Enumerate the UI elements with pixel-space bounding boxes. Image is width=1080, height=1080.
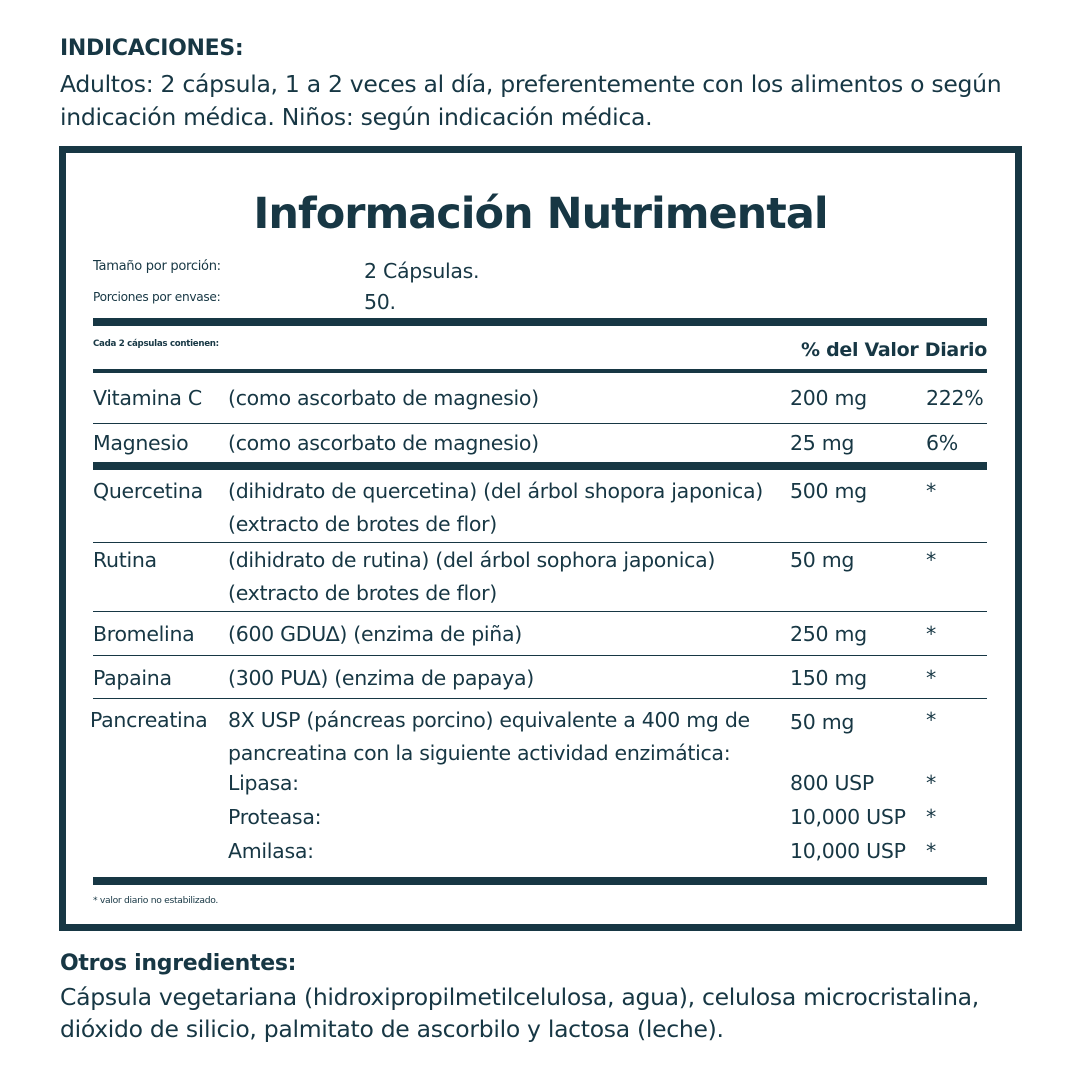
nutrient-daily-value: * [926, 666, 936, 690]
nutrient-description: (como ascorbato de magnesio) [228, 386, 539, 410]
panel-title: Información Nutrimental [253, 189, 828, 239]
nutrient-name: Bromelina [93, 622, 195, 646]
serving-size-value: 2 Cápsulas. [364, 259, 480, 283]
nutrient-description: (dihidrato de quercetina) (del árbol shopora japonica) [228, 479, 763, 503]
nutrient-name: Papaina [93, 666, 172, 690]
nutrient-amount: 250 mg [790, 622, 867, 646]
enzyme-daily-value: * [926, 805, 936, 829]
enzyme-daily-value: * [926, 771, 936, 795]
nutrient-description: (dihidrato de rutina) (del árbol sophora japonica) [228, 548, 716, 572]
contains-header: Cada 2 cápsulas contienen: [93, 339, 219, 349]
nutrient-name: Rutina [93, 548, 157, 572]
nutrient-description-line-2: pancreatina con la siguiente actividad enzimática: [228, 741, 731, 765]
footnote: * valor diario no estabilizado. [93, 895, 219, 906]
row-divider [93, 655, 987, 656]
row-divider [93, 698, 987, 699]
nutrient-description-line-2: (extracto de brotes de flor) [228, 512, 497, 536]
nutrient-name: Vitamina C [93, 386, 202, 410]
serving-size-label: Tamaño por porción: [93, 259, 221, 274]
nutrient-daily-value: * [926, 708, 936, 732]
nutrient-amount: 50 mg [790, 710, 855, 734]
enzyme-name: Amilasa: [228, 839, 314, 863]
nutrient-name: Pancreatina [90, 708, 208, 732]
nutrient-name: Quercetina [93, 479, 203, 503]
enzyme-amount: 10,000 USP [790, 839, 906, 863]
otros-line-1: Cápsula vegetariana (hidroxipropilmetilcelulosa, agua), celulosa microcristalina, [60, 983, 979, 1011]
header-divider [93, 369, 987, 373]
nutrient-description: (como ascorbato de magnesio) [228, 431, 539, 455]
row-divider [93, 611, 987, 612]
row-divider [93, 423, 987, 424]
nutrient-amount: 25 mg [790, 431, 855, 455]
nutrient-description: (300 PU∆) (enzima de papaya) [228, 666, 534, 690]
otros-line-2: dióxido de silicio, palmitato de ascorbilo y lactosa (leche). [60, 1015, 724, 1043]
otros-heading: Otros ingredientes: [60, 951, 297, 976]
nutrient-daily-value: * [926, 479, 936, 503]
nutrient-amount: 500 mg [790, 479, 867, 503]
nutrient-description-line-2: (extracto de brotes de flor) [228, 581, 497, 605]
enzyme-daily-value: * [926, 839, 936, 863]
nutrient-daily-value: * [926, 622, 936, 646]
nutrient-description: 8X USP (páncreas porcino) equivalente a 400 mg de [228, 708, 750, 732]
nutrient-daily-value: * [926, 548, 936, 572]
indicaciones-line-1: Adultos: 2 cápsula, 1 a 2 veces al día, preferentemente con los alimentos o según [60, 70, 1002, 98]
enzyme-amount: 10,000 USP [790, 805, 906, 829]
nutrient-description: (600 GDU∆) (enzima de piña) [228, 622, 522, 646]
daily-value-header: % del Valor Diario [801, 339, 987, 361]
enzyme-name: Proteasa: [228, 805, 322, 829]
indicaciones-line-2: indicación médica. Niños: según indicación médica. [60, 103, 653, 131]
nutrient-daily-value: 6% [926, 431, 958, 455]
thick-divider-top [93, 318, 987, 326]
nutrient-daily-value: 222% [926, 386, 984, 410]
thick-divider-bottom [93, 877, 987, 885]
nutrient-amount: 200 mg [790, 386, 867, 410]
nutrient-amount: 50 mg [790, 548, 855, 572]
thick-divider-middle [93, 462, 987, 470]
nutrition-panel [59, 146, 1022, 931]
indicaciones-heading: INDICACIONES: [60, 36, 244, 61]
nutrient-name: Magnesio [93, 431, 189, 455]
row-divider [93, 542, 987, 543]
nutrient-amount: 150 mg [790, 666, 867, 690]
enzyme-name: Lipasa: [228, 771, 299, 795]
servings-per-container-value: 50. [364, 290, 396, 314]
enzyme-amount: 800 USP [790, 771, 874, 795]
servings-per-container-label: Porciones por envase: [93, 290, 221, 304]
